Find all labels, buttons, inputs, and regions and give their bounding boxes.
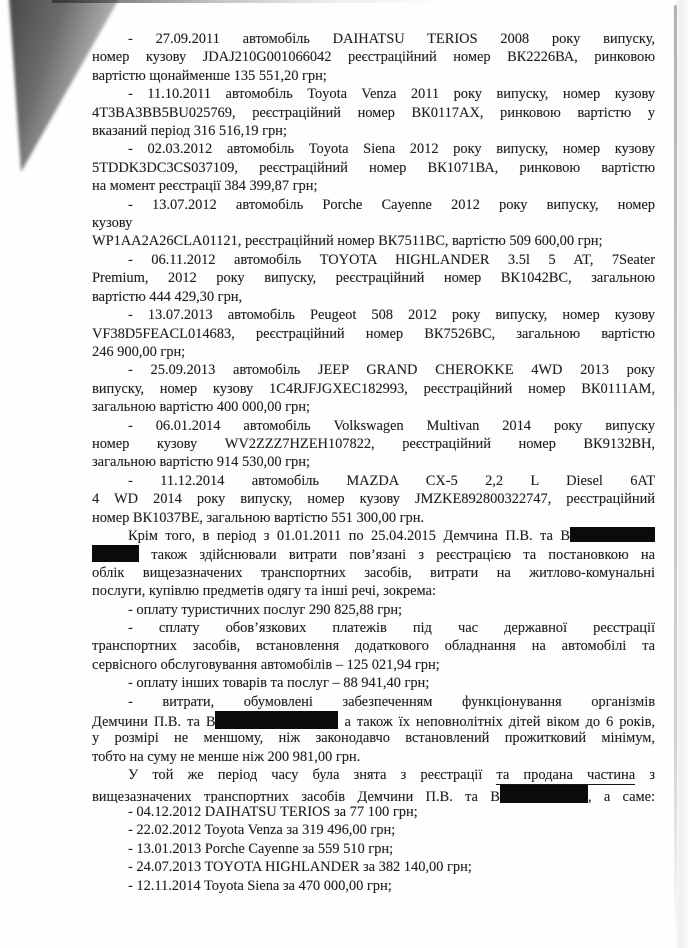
- text-line: [92, 196, 655, 214]
- text-run: вартістю щонайменше 135 551,20 грн;: [92, 67, 327, 84]
- text-run: також здійснювали витрати пов’язані з реєстрацією та постановкою на: [139, 547, 655, 564]
- redaction-bar: [500, 785, 588, 803]
- text-run: - 13.07.2012 автомобіль Porche Cayenne 2012 року випуску, номер: [128, 196, 655, 213]
- text-run: - 22.02.2012 Toyota Venza за 319 496,00 грн;: [128, 822, 396, 839]
- text-line: [92, 656, 655, 674]
- text-run: - оплату інших товарів та послуг – 88 941,40 грн;: [128, 675, 430, 692]
- text-line: [92, 840, 655, 858]
- text-line: [92, 214, 655, 232]
- text-run: У той же період часу була знята з реєстрації: [128, 767, 497, 784]
- text-line: [92, 251, 655, 269]
- text-line: [92, 821, 655, 839]
- redaction-bar: [570, 527, 655, 542]
- text-run: 4T3BA3BB5BU025769, реєстраційний номер ВК0117АХ, ринковою вартістю у: [92, 104, 655, 121]
- text-run: - 04.12.2012 DAIHATSU TERIOS за 77 100 грн;: [128, 804, 418, 821]
- text-run: кузову: [92, 215, 133, 232]
- text-run: 5TDDK3DC3CS037109, реєстраційний номер ВК1071ВА, ринковою вартістю: [92, 159, 655, 176]
- text-line: [92, 85, 655, 103]
- text-line: [92, 435, 655, 453]
- scan-edge-artifact-top: [52, 0, 452, 3]
- text-line: [92, 619, 655, 637]
- text-line: [92, 472, 655, 490]
- text-line: [92, 637, 655, 655]
- text-run: - 06.01.2014 автомобіль Volkswagen Multivan 2014 року випуску: [128, 417, 655, 434]
- document-body: [92, 30, 655, 895]
- text-run: VF38D5FEACL014683, реєстраційний номер ВК7526ВС, загальною вартістю: [92, 325, 655, 342]
- text-run: - 02.03.2012 автомобіль Toyota Siena 2012 року випуску, номер кузову: [128, 141, 655, 158]
- redaction-bar: [92, 545, 139, 562]
- text-run: , а саме:: [587, 788, 655, 804]
- text-run: транспортних засобів, встановлення додаткового обладнання на автомобілі та: [92, 638, 655, 655]
- text-line: [92, 48, 655, 66]
- text-run: - 25.09.2013 автомобіль JEEP GRAND CHEROKKE 4WD 2013 року: [128, 362, 655, 379]
- text-run: номер кузову JDAJ210G001066042 реєстраційний номер ВК2226ВА, ринковою: [92, 49, 655, 66]
- text-run: Крім того, в період з 01.01.2011 по 25.04.2015 Демчина П.В. та В: [128, 527, 570, 544]
- text-run: загальною вартістю 914 530,00 грн;: [92, 454, 310, 471]
- page-right-edge: [674, 5, 677, 933]
- text-line: [92, 674, 655, 692]
- text-line: [92, 545, 655, 563]
- text-line: [92, 766, 655, 784]
- redaction-bar: [215, 711, 338, 729]
- text-line: [92, 343, 655, 361]
- text-line: [92, 877, 655, 895]
- text-line: [92, 177, 655, 195]
- text-line: [92, 361, 655, 379]
- text-run: - сплату обов’язкових платежів під час державної реєстрації: [128, 620, 655, 636]
- text-line: [92, 803, 655, 821]
- text-line: [92, 490, 655, 508]
- text-run: а також їх неповнолітніх дітей віком до 6 років,: [338, 714, 655, 730]
- text-run: - 06.11.2012 автомобіль TOYOTA HIGHLANDER 3.5l 5 AT, 7Seater: [128, 251, 655, 268]
- text-line: [92, 693, 655, 711]
- text-line: [92, 729, 655, 747]
- text-line: [92, 748, 655, 766]
- text-run: послуги, купівлю предметів одягу та інші речі, зокрема:: [92, 583, 436, 600]
- text-line: [92, 67, 655, 85]
- text-run: вищезазначених транспортних засобів Демчини П.В. та В: [92, 788, 500, 804]
- text-run: - 13.01.2013 Porche Cayenne за 559 510 грн;: [128, 840, 394, 857]
- text-run: - 24.07.2013 TOYOTA HIGHLANDER за 382 140,00 грн;: [128, 859, 472, 876]
- text-run: Демчини П.В. та В: [92, 714, 216, 730]
- text-line: [92, 30, 655, 48]
- text-run: у розмірі не меншому, ніж законодавчо встановлений прожитковий мінімум,: [92, 730, 655, 747]
- text-run: Premium, 2012 року випуску, реєстраційний номер ВК1042ВС, загальною: [92, 270, 655, 287]
- text-run-underlined: та продана частина: [496, 767, 635, 784]
- text-line: [92, 232, 655, 250]
- text-run: - 27.09.2011 автомобіль DAIHATSU TERIOS 2008 року випуску,: [128, 31, 655, 47]
- text-line: [92, 711, 655, 729]
- text-line: [92, 785, 655, 803]
- text-run: тобто на суму не менше ніж 200 981,00 грн.: [92, 748, 361, 765]
- text-line: [92, 398, 655, 416]
- text-line: [92, 564, 655, 582]
- text-line: [92, 140, 655, 158]
- text-line: [92, 582, 655, 600]
- text-run: на момент реєстрації 384 399,87 грн;: [92, 178, 318, 195]
- text-line: [92, 417, 655, 435]
- text-line: [92, 122, 655, 140]
- text-run: вартістю 444 429,30 грн,: [92, 288, 243, 305]
- text-run: - 13.07.2013 автомобіль Peugeot 508 2012 року випуску, номер кузову: [128, 307, 655, 324]
- text-run: WP1AA2A26CLA01121, реєстраційний номер ВК7511ВС, вартістю 509 600,00 грн;: [92, 233, 603, 250]
- text-line: [92, 104, 655, 122]
- text-run: 246 900,00 грн;: [92, 343, 186, 360]
- text-line: [92, 858, 655, 876]
- text-run: - 12.11.2014 Toyota Siena за 470 000,00 грн;: [128, 877, 392, 894]
- text-run: облік вищезазначених транспортних засобів, витрати на житлово-комунальні: [92, 564, 655, 581]
- text-line: [92, 325, 655, 343]
- text-run: - 11.12.2014 автомобіль MAZDA CX-5 2,2 L Diesel 6AT: [128, 472, 655, 489]
- text-run: з: [635, 767, 655, 784]
- text-line: [92, 380, 655, 398]
- text-run: - оплату туристичних послуг 290 825,88 грн;: [128, 601, 403, 618]
- text-run: вказаний період 316 516,19 грн;: [92, 123, 287, 140]
- text-run: сервісного обслуговування автомобілів – 125 021,94 грн;: [92, 656, 440, 673]
- text-run: 4 WD 2014 року випуску, номер кузову JMZKE892800322747, реєстраційний: [92, 491, 655, 508]
- text-line: [92, 527, 655, 545]
- text-run: загальною вартістю 400 000,00 грн;: [92, 399, 310, 416]
- text-line: [92, 601, 655, 619]
- text-run: - витрати, обумовлені забезпеченням функціонування організмів: [128, 693, 655, 710]
- text-line: [92, 306, 655, 324]
- text-line: [92, 269, 655, 287]
- text-run: - 11.10.2011 автомобіль Toyota Venza 2011 року випуску, номер кузову: [128, 86, 655, 103]
- text-line: [92, 509, 655, 527]
- text-run: номер кузову WV2ZZZ7HZEH107822, реєстраційний номер ВК9132ВН,: [92, 435, 655, 452]
- text-line: [92, 159, 655, 177]
- text-run: випуску, номер кузову 1C4RJFJGXEC182993, реєстраційний номер ВК0111АМ,: [92, 380, 655, 397]
- text-run: номер ВК1037ВЕ, загальною вартістю 551 300,00 грн.: [92, 509, 425, 526]
- text-line: [92, 288, 655, 306]
- text-line: [92, 453, 655, 471]
